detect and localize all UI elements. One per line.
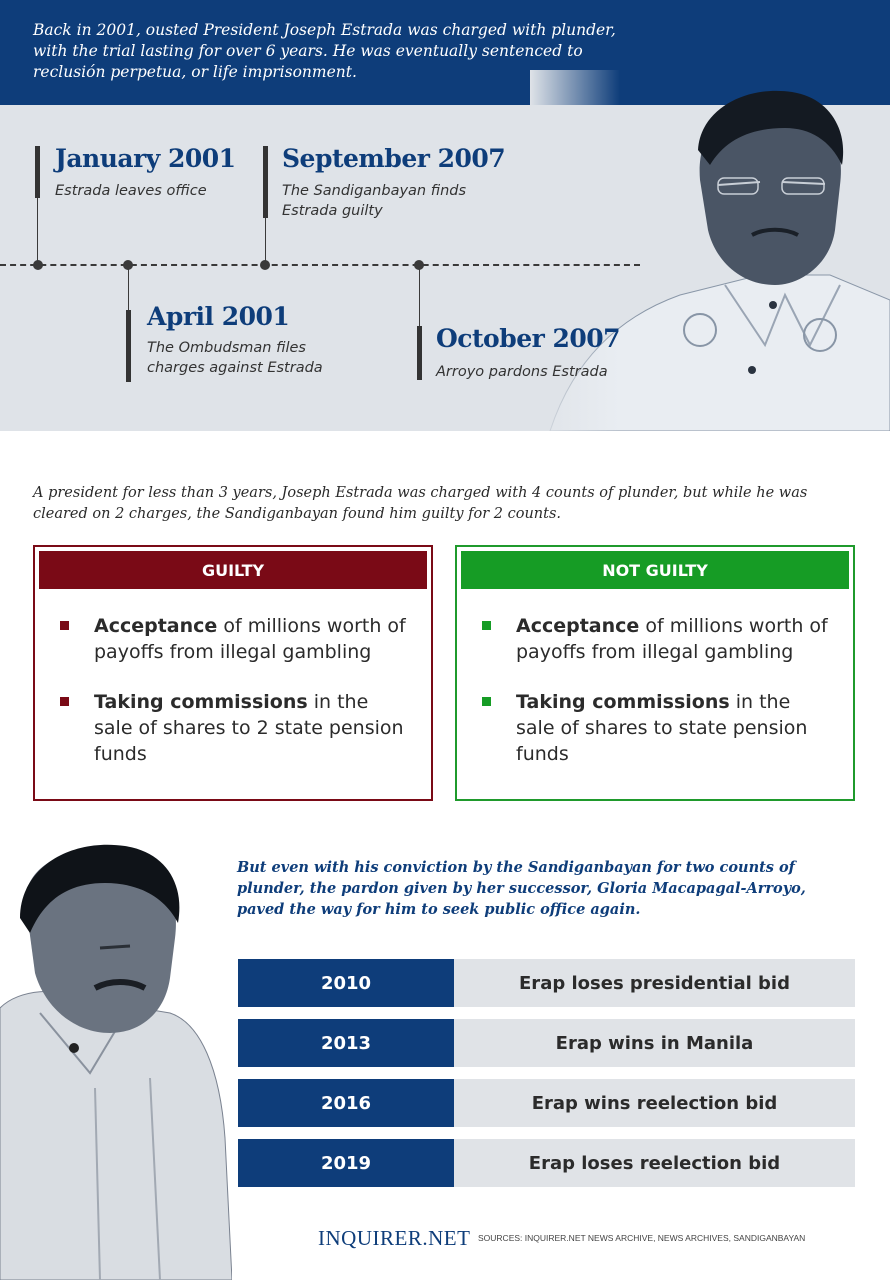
election-event: Erap loses reelection bid	[454, 1139, 855, 1187]
sources-note: SOURCES: INQUIRER.NET NEWS ARCHIVE, NEWS ARCHIVES, SANDIGANBAYAN	[478, 1233, 806, 1243]
timeline-dot	[414, 260, 424, 270]
timeline-desc: Arroyo pardons Estrada	[436, 364, 608, 380]
estrada-portrait-bottom	[0, 838, 232, 1280]
bullet-square-icon	[482, 697, 491, 706]
timeline-marker-bar	[417, 326, 422, 380]
election-event: Erap wins in Manila	[454, 1019, 855, 1067]
table-row	[238, 1079, 855, 1127]
timeline-desc: The Sandiganbayan finds Estrada guilty	[282, 183, 467, 219]
election-year: 2013	[238, 1019, 454, 1067]
bullet-square-icon	[60, 697, 69, 706]
timeline-date: October 2007	[436, 324, 621, 353]
election-year: 2019	[238, 1139, 454, 1187]
inquirer-logo: INQUIRER.NET	[318, 1226, 471, 1250]
charge-rest: of millions worth of payoffs from illegal gambling	[516, 615, 828, 663]
timeline-marker-bar	[126, 310, 131, 382]
timeline-marker-bar	[35, 146, 40, 198]
timeline-desc: The Ombudsman files charges against Estrada	[147, 340, 323, 376]
not-guilty-box	[455, 545, 855, 801]
table-row	[238, 959, 855, 1007]
not-guilty-header: NOT GUILTY	[461, 551, 849, 589]
timeline-dot	[260, 260, 270, 270]
timeline-desc: Estrada leaves office	[55, 183, 207, 199]
timeline-date: January 2001	[55, 144, 236, 173]
charge-bold: Acceptance	[94, 615, 218, 637]
charge-rest: of millions worth of payoffs from illegal gambling	[94, 615, 406, 663]
timeline-dot	[123, 260, 133, 270]
charge-bold: Acceptance	[516, 615, 640, 637]
charge-rest: in the sale of shares to state pension funds	[516, 691, 808, 765]
guilty-box	[33, 545, 433, 801]
timeline-dot	[33, 260, 43, 270]
timeline-marker-bar	[263, 146, 268, 218]
list-item	[479, 689, 829, 767]
election-year: 2010	[238, 959, 454, 1007]
guilty-header: GUILTY	[39, 551, 427, 589]
charge-bold: Taking commissions	[516, 691, 730, 713]
header-intro-text: Back in 2001, ousted President Joseph Estrada was charged with plunder, with the trial lasting for over 6 years. He was eventually sentenced to reclusión perpetua, or life imprisonment.	[33, 21, 616, 81]
election-year: 2016	[238, 1079, 454, 1127]
charge-bold: Taking commissions	[94, 691, 308, 713]
list-item	[57, 689, 407, 767]
pardon-paragraph: But even with his conviction by the Sandiganbayan for two counts of plunder, the pardon given by her successor, Gloria Macapagal-Arroyo, paved the way for him to seek public office again.	[237, 859, 806, 918]
bullet-square-icon	[482, 621, 491, 630]
table-row	[238, 1139, 855, 1187]
timeline-axis	[0, 264, 640, 266]
list-item	[57, 613, 407, 665]
table-row	[238, 1019, 855, 1067]
timeline-stem	[419, 266, 420, 326]
charges-summary: A president for less than 3 years, Joseph Estrada was charged with 4 counts of plunder, but while he was cleared on 2 charges, the Sandiganbayan found him guilty for 2 counts.	[33, 485, 808, 522]
timeline-date: September 2007	[282, 144, 506, 173]
election-event: Erap loses presidential bid	[454, 959, 855, 1007]
timeline-date: April 2001	[147, 302, 290, 331]
charge-rest: in the sale of shares to 2 state pension funds	[94, 691, 404, 765]
election-event: Erap wins reelection bid	[454, 1079, 855, 1127]
list-item	[479, 613, 829, 665]
bullet-square-icon	[60, 621, 69, 630]
